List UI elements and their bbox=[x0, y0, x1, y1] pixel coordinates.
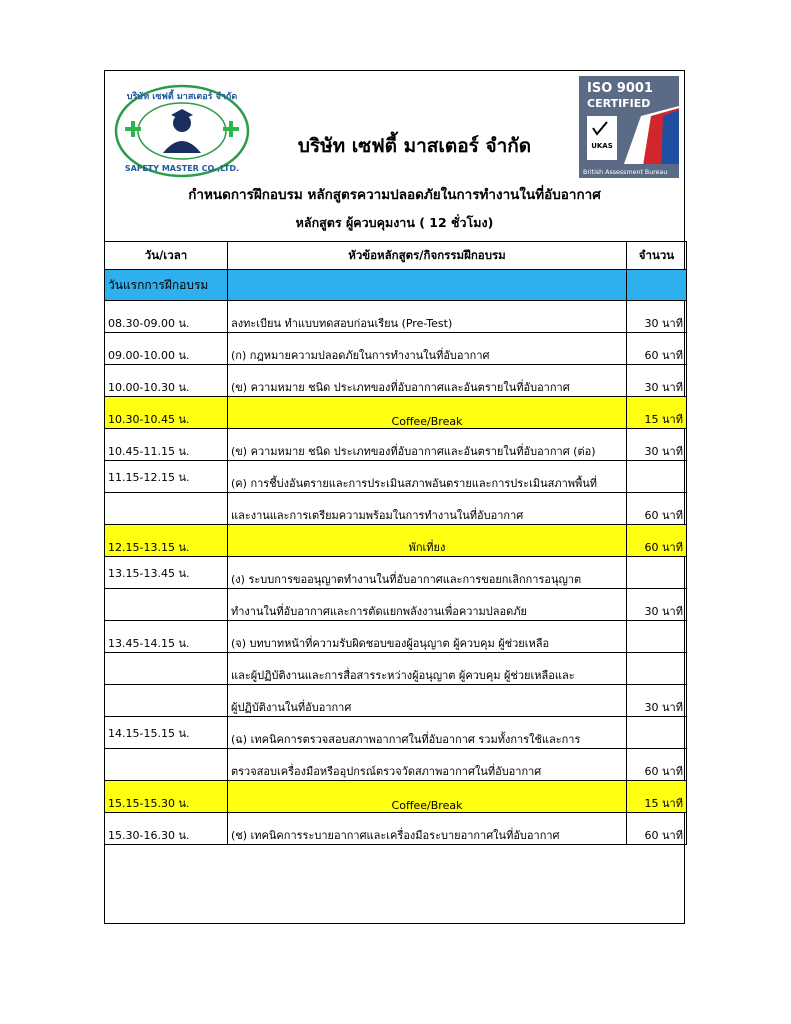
table-row bbox=[105, 685, 687, 717]
cell-time: 08.30-09.00 น. bbox=[105, 301, 228, 333]
cell-time: 10.00-10.30 น. bbox=[105, 365, 228, 397]
table-row bbox=[105, 333, 687, 365]
cell-topic: พักเที่ยง bbox=[228, 525, 627, 557]
cell-amount: 60 นาที bbox=[627, 813, 687, 845]
cell-topic: (ง) ระบบการขออนุญาตทำงานในที่อับอากาศและการขอยกเลิกการอนุญาต bbox=[228, 557, 627, 589]
iso-line2: CERTIFIED bbox=[587, 97, 651, 110]
table-row bbox=[105, 653, 687, 685]
company-name: บริษัท เซฟตี้ มาสเตอร์ จำกัด bbox=[297, 135, 532, 157]
table-row bbox=[105, 270, 687, 301]
cell-amount: 30 นาที bbox=[627, 301, 687, 333]
table-row bbox=[105, 749, 687, 781]
cell-time: 15.15-15.30 น. bbox=[105, 781, 228, 813]
table-row bbox=[105, 717, 687, 749]
logo-text-bottom: SAFETY MASTER CO.,LTD. bbox=[124, 164, 240, 173]
cell-amount bbox=[627, 621, 687, 653]
cell-time bbox=[105, 749, 228, 781]
cell-amount bbox=[627, 557, 687, 589]
cell-amount: 15 นาที bbox=[627, 397, 687, 429]
cell-topic: (ข) ความหมาย ชนิด ประเภทของที่อับอากาศและอันตรายในที่อับอากาศ (ต่อ) bbox=[228, 429, 627, 461]
course-subtitle: หลักสูตร ผู้ควบคุมงาน ( 12 ชั่วโมง) bbox=[295, 215, 494, 230]
cell-topic: ตรวจสอบเครื่องมือหรืออุปกรณ์ตรวจวัดสภาพอากาศในที่อับอากาศ bbox=[228, 749, 627, 781]
cell-time bbox=[105, 653, 228, 685]
cell-topic: (ค) การชี้บ่งอันตรายและการประเมินสภาพอันตรายและการประเมินสภาพพื้นที่ bbox=[228, 461, 627, 493]
table-row bbox=[105, 397, 687, 429]
table-row bbox=[105, 621, 687, 653]
cell-topic: ลงทะเบียน ทำแบบทดสอบก่อนเรียน (Pre-Test) bbox=[228, 301, 627, 333]
cell-amount: 30 นาที bbox=[627, 429, 687, 461]
cell-topic bbox=[228, 270, 627, 301]
column-header-topic: หัวข้อหลักสูตร/กิจกรรมฝึกอบรม bbox=[228, 242, 627, 270]
cell-time: 10.45-11.15 น. bbox=[105, 429, 228, 461]
cell-amount bbox=[627, 653, 687, 685]
column-header-amount: จำนวน bbox=[627, 242, 687, 270]
schedule-sheet bbox=[104, 70, 685, 924]
cell-amount: 60 นาที bbox=[627, 525, 687, 557]
table-row bbox=[105, 589, 687, 621]
cell-amount: 30 นาที bbox=[627, 365, 687, 397]
iso-line1: ISO 9001 bbox=[587, 81, 653, 96]
cell-amount bbox=[627, 717, 687, 749]
cell-time: 09.00-10.00 น. bbox=[105, 333, 228, 365]
cell-topic: และผู้ปฏิบัติงานและการสื่อสารระหว่างผู้อนุญาต ผู้ควบคุม ผู้ช่วยเหลือและ bbox=[228, 653, 627, 685]
schedule-table bbox=[104, 241, 687, 845]
cell-topic: Coffee/Break bbox=[228, 397, 627, 429]
cell-time bbox=[105, 685, 228, 717]
cell-amount: 30 นาที bbox=[627, 685, 687, 717]
cell-topic: (จ) บทบาทหน้าที่ความรับผิดชอบของผู้อนุญาต ผู้ควบคุม ผู้ช่วยเหลือ bbox=[228, 621, 627, 653]
cell-time: 13.15-13.45 น. bbox=[105, 557, 228, 589]
cell-amount: 60 นาที bbox=[627, 493, 687, 525]
cell-time: 11.15-12.15 น. bbox=[105, 461, 228, 493]
cell-topic: Coffee/Break bbox=[228, 781, 627, 813]
cell-amount: 60 นาที bbox=[627, 333, 687, 365]
table-row bbox=[105, 493, 687, 525]
table-row bbox=[105, 429, 687, 461]
table-row bbox=[105, 525, 687, 557]
cell-topic: ผู้ปฏิบัติงานในที่อับอากาศ bbox=[228, 685, 627, 717]
cell-amount: 60 นาที bbox=[627, 749, 687, 781]
cell-time: วันแรกการฝึกอบรม bbox=[105, 270, 228, 301]
table-header-row bbox=[105, 242, 687, 270]
schedule-title: กำหนดการฝึกอบรม หลักสูตรความปลอดภัยในการทำงานในที่อับอากาศ bbox=[188, 187, 601, 203]
iso-footer: British Assessment Bureau bbox=[583, 169, 668, 176]
table-row bbox=[105, 781, 687, 813]
cell-amount: 30 นาที bbox=[627, 589, 687, 621]
table-row bbox=[105, 365, 687, 397]
logo-text-top: บริษัท เซฟตี้ มาสเตอร์ จำกัด bbox=[126, 92, 238, 102]
table-row bbox=[105, 301, 687, 333]
cell-topic: ทำงานในที่อับอากาศและการตัดแยกพลังงานเพื่อความปลอดภัย bbox=[228, 589, 627, 621]
cell-amount bbox=[627, 461, 687, 493]
cell-time: 13.45-14.15 น. bbox=[105, 621, 228, 653]
table-row bbox=[105, 461, 687, 493]
cell-topic: (ก) กฎหมายความปลอดภัยในการทำงานในที่อับอากาศ bbox=[228, 333, 627, 365]
iso-certified-badge bbox=[579, 76, 679, 178]
cell-time bbox=[105, 589, 228, 621]
document-header bbox=[105, 71, 684, 241]
cell-topic: และงานและการเตรียมความพร้อมในการทำงานในที่อับอากาศ bbox=[228, 493, 627, 525]
column-header-time: วัน/เวลา bbox=[105, 242, 228, 270]
cell-time: 12.15-13.15 น. bbox=[105, 525, 228, 557]
cell-time: 10.30-10.45 น. bbox=[105, 397, 228, 429]
cell-topic: (ข) ความหมาย ชนิด ประเภทของที่อับอากาศและอันตรายในที่อับอากาศ bbox=[228, 365, 627, 397]
cell-time: 15.30-16.30 น. bbox=[105, 813, 228, 845]
cell-time: 14.15-15.15 น. bbox=[105, 717, 228, 749]
iso-badge: UKAS bbox=[591, 142, 613, 150]
table-row bbox=[105, 813, 687, 845]
cell-topic: (ฉ) เทคนิคการตรวจสอบสภาพอากาศในที่อับอากาศ รวมทั้งการใช้และการ bbox=[228, 717, 627, 749]
cell-time bbox=[105, 493, 228, 525]
table-row bbox=[105, 557, 687, 589]
cell-topic: (ช) เทคนิคการระบายอากาศและเครื่องมือระบายอากาศในที่อับอากาศ bbox=[228, 813, 627, 845]
cell-amount: 15 นาที bbox=[627, 781, 687, 813]
cell-amount bbox=[627, 270, 687, 301]
